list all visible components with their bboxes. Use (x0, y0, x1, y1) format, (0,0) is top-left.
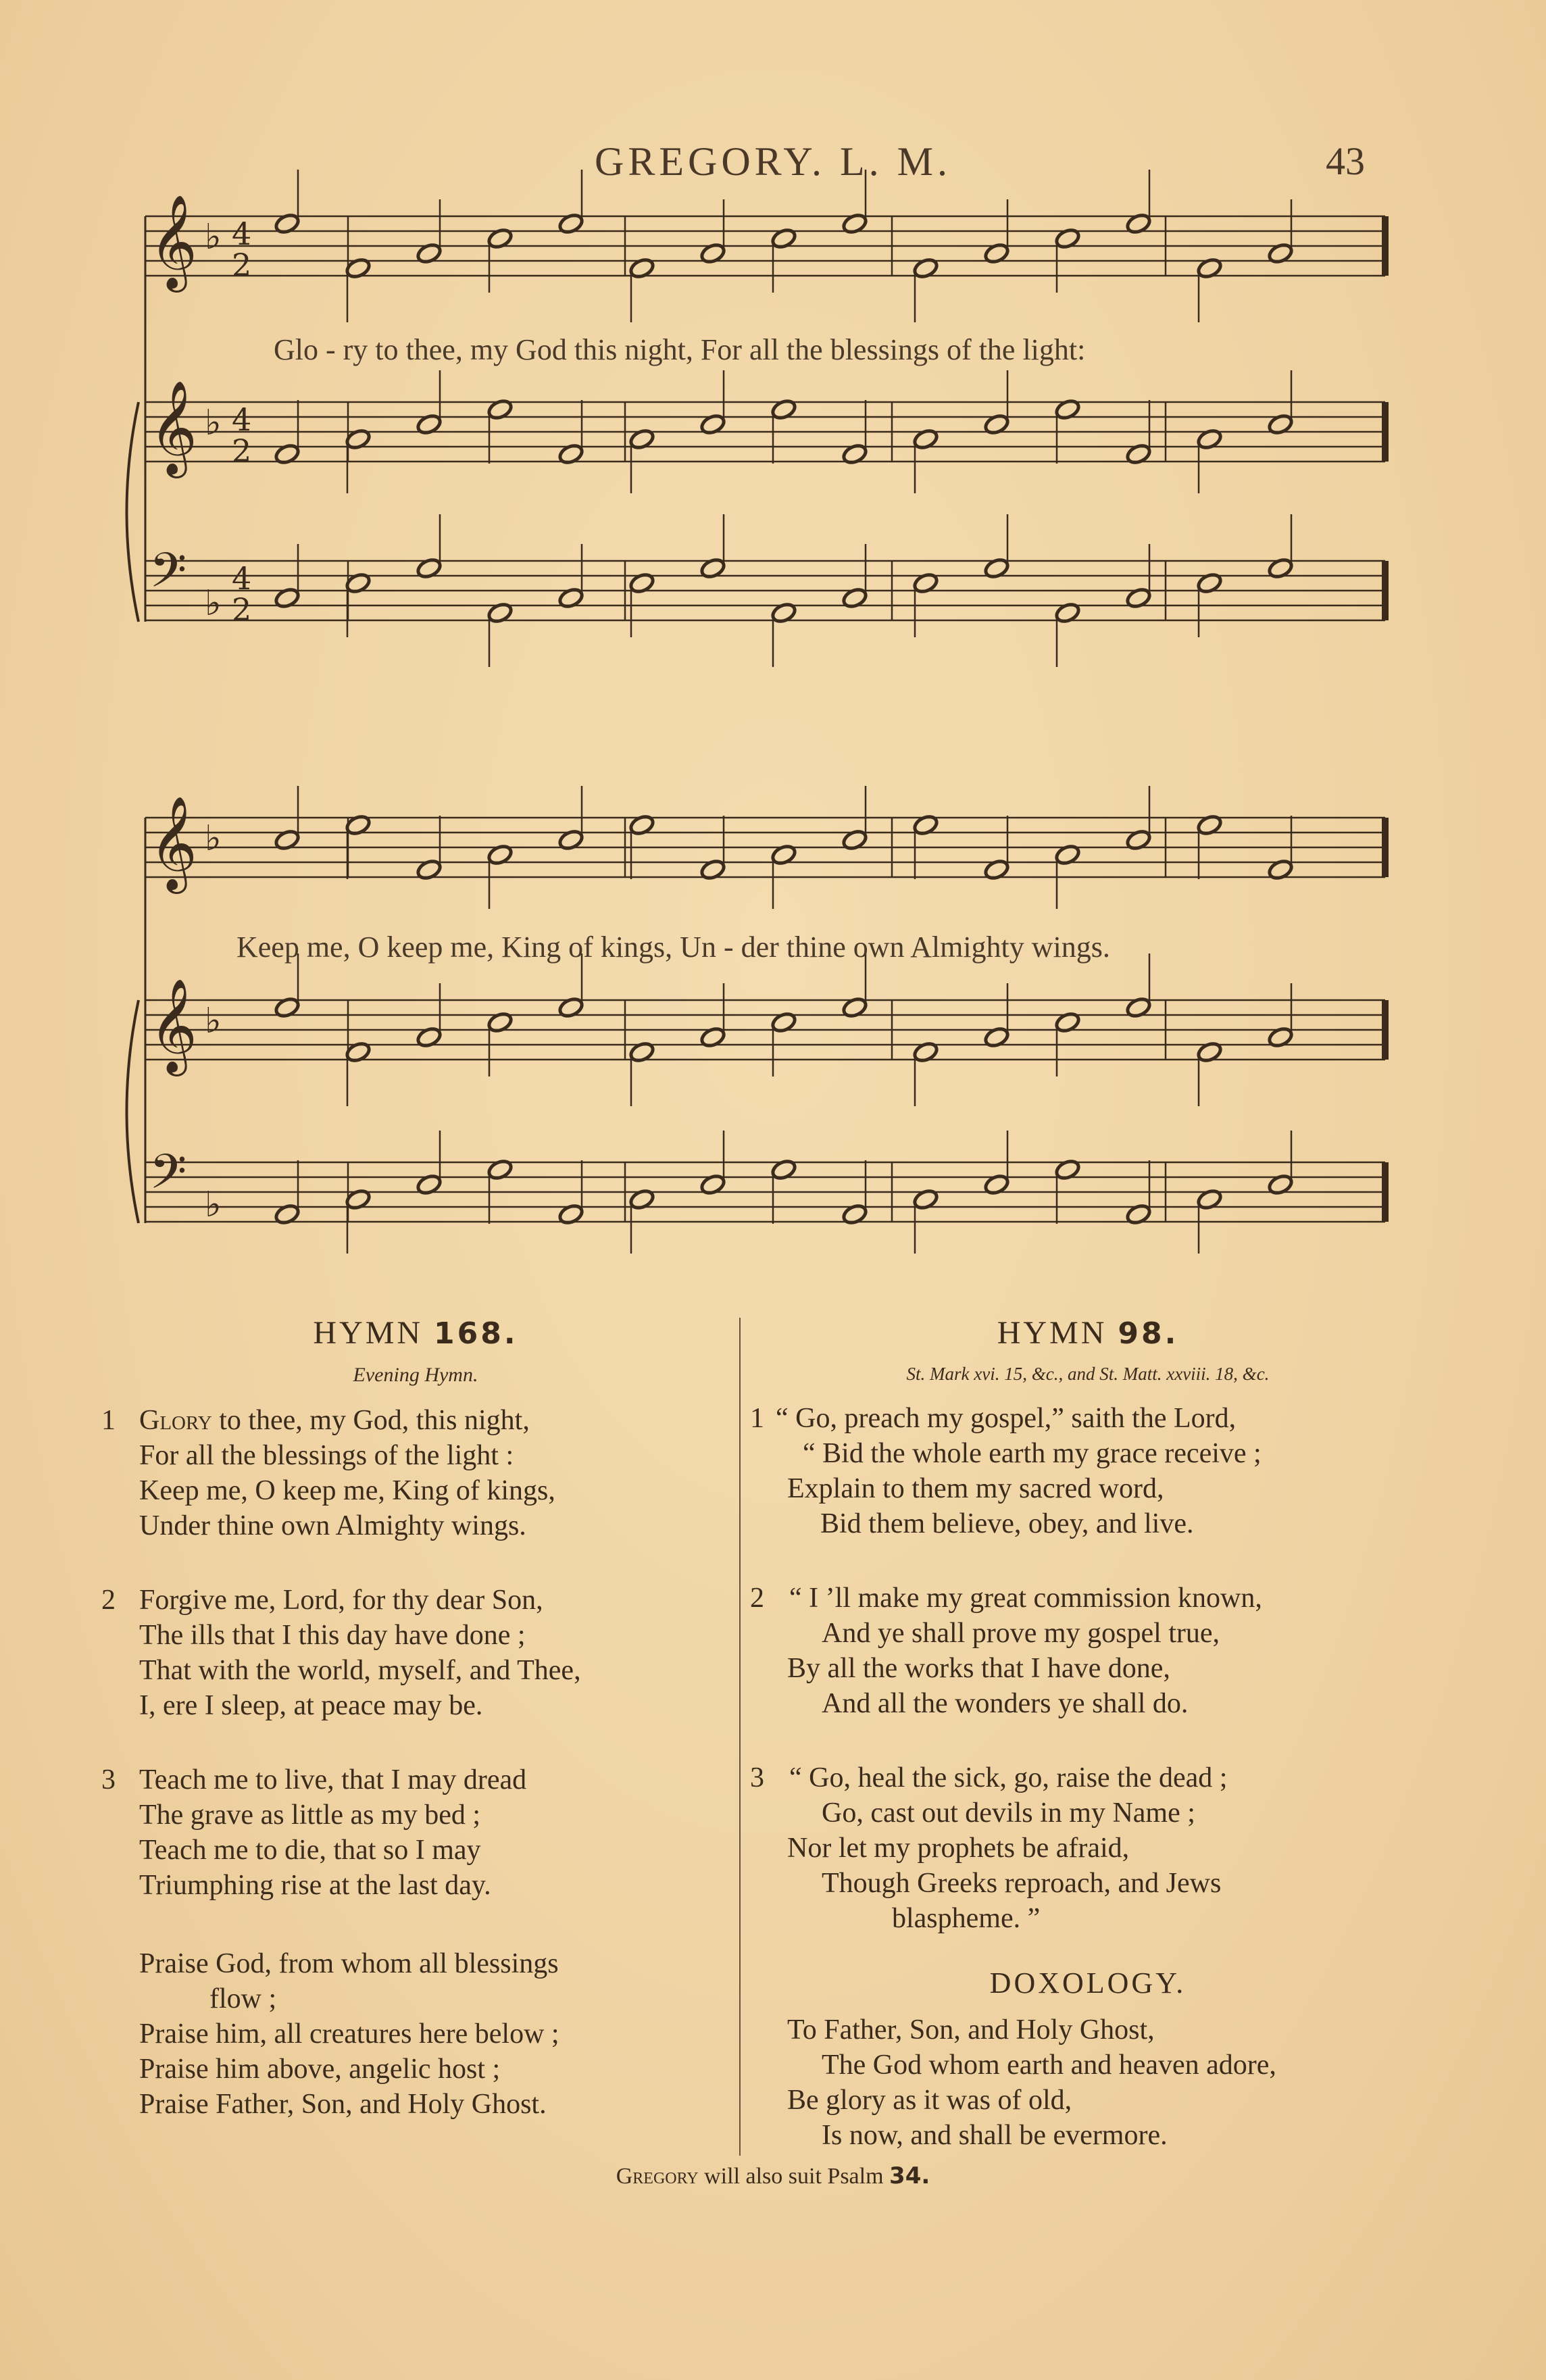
hymn-98-reference: St. Mark xvi. 15, &c., and St. Matt. xxviii. 18, &c. (906, 1364, 1270, 1384)
time-signature-bottom: 2 (232, 432, 252, 469)
hymn-98-verse-3: 3 “ Go, heal the sick, go, raise the dead ; Go, cast out devils in my Name ; Nor let my prophets be afraid, Though Greeks reproach, and Jews blaspheme. ” (750, 1762, 1228, 1934)
hymn-168-verse-1: 1 Glory to thee, my God, this night, For all the blessings of the light : Keep me, O keep me, King of kings, Under thine own Almighty wings. (101, 1405, 555, 1541)
doxology-title: DOXOLOGY. (989, 1966, 1187, 2000)
time-signature-top: 4 (232, 401, 252, 438)
key-signature-flat: ♭ (205, 583, 222, 624)
hymn-98-title: HYMN 98. (997, 1315, 1179, 1351)
page-number: 43 (1326, 139, 1365, 183)
key-signature-flat: ♭ (205, 403, 222, 443)
hymn-168-title: HYMN 168. (313, 1315, 518, 1351)
key-signature-flat: ♭ (205, 818, 222, 859)
treble-clef: 𝄞 (149, 978, 197, 1072)
key-signature-flat: ♭ (205, 217, 222, 257)
hymn-98-verse-1: 1 “ Go, preach my gospel,” saith the Lord, “ Bid the whole earth my grace receive ; Explain to them my sacred word, Bid them believe, obey, and live. (750, 1403, 1262, 1539)
treble-clef: 𝄞 (149, 195, 197, 289)
system-brace (127, 402, 139, 622)
column-divider (739, 1318, 741, 2156)
hymn-168 (101, 1314, 730, 2122)
bass-clef: 𝄢 (149, 543, 187, 610)
treble-clef: 𝄞 (149, 380, 197, 474)
bass-clef: 𝄢 (149, 1144, 187, 1212)
hymn-168-verse-3: 3 Teach me to live, that I may dread The grave as little as my bed ; Teach me to die, that so I may Triumphing rise at the last day. (101, 1764, 527, 1901)
time-signature-top: 4 (232, 560, 252, 597)
system-brace (127, 1000, 139, 1223)
key-signature-flat: ♭ (205, 1185, 222, 1225)
time-signature-bottom: 2 (232, 247, 252, 283)
hymn-98-verse-2: 2 “ I ’ll make my great commission known, And ye shall prove my gospel true, By all the works that I have done, And all the wonders ye shall do. (750, 1583, 1262, 1719)
hymn-168-verse-2: 2 Forgive me, Lord, for thy dear Son, The ills that I this day have done ; That with the world, myself, and Thee, I, ere I sleep, at peace may be. (101, 1585, 581, 1721)
key-signature-flat: ♭ (205, 1001, 222, 1041)
footer-note: Gregory will also suit Psalm 34. (616, 2162, 930, 2189)
treble-clef: 𝄞 (149, 796, 197, 890)
hymn-98 (750, 1314, 1426, 2153)
page-title: GREGORY. L. M. (595, 139, 951, 184)
hymn-98-doxology: To Father, Son, and Holy Ghost, The God whom earth and heaven adore, Be glory as it was of old, Is now, and shall be evermore. (787, 2014, 1276, 2151)
lyrics-line-2: Keep me, O keep me, King of kings, Un - der thine own Almighty wings. (236, 931, 1110, 964)
time-signature-top: 4 (232, 216, 252, 252)
time-signature-bottom: 2 (232, 591, 252, 628)
lyrics-line-1: Glo - ry to thee, my God this night, For all the blessings of the light: (274, 333, 1086, 366)
hymn-168-doxology: Praise God, from whom all blessings flow ; Praise him, all creatures here below ; Praise him above, angelic host ; Praise Father, Son, and Holy Ghost. (139, 1948, 559, 2120)
hymn-168-subtitle: Evening Hymn. (353, 1364, 478, 1386)
